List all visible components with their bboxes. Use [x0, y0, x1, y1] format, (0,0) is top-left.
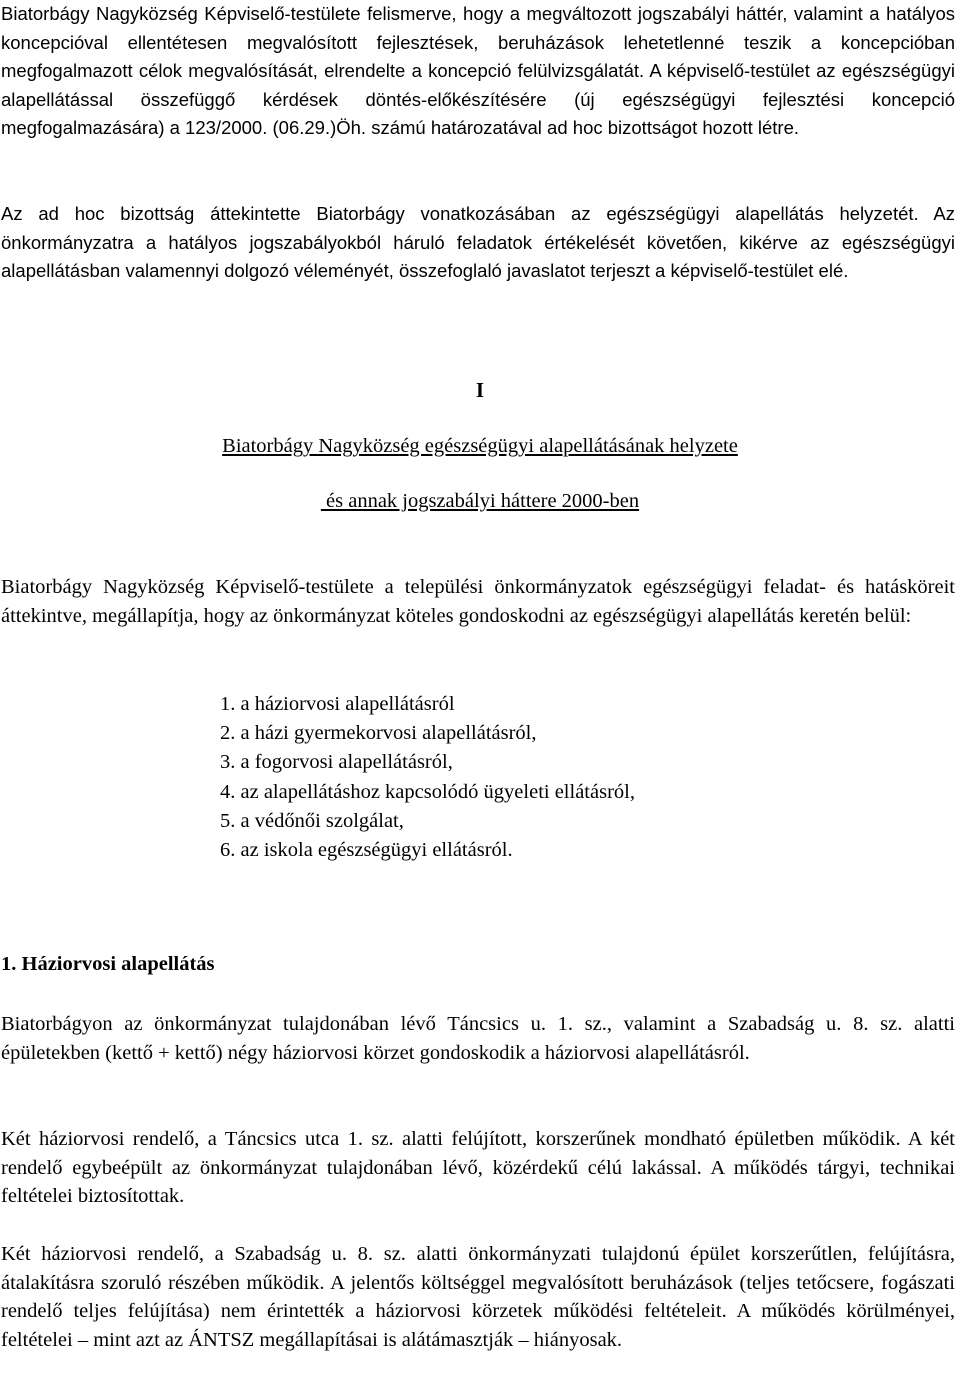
duties-intro-paragraph: Biatorbágy Nagyközség Képviselő-testülete a települési önkormányzatok egészségügyi feladat- és hatásköreit áttekintve, megállapítja, hogy az önkormányzat köteles gondoskodni az egészségügyi alapellátás keretén belül:	[1, 576, 955, 627]
list-item: 2. a házi gyermekorvosi alapellátásról,	[220, 722, 537, 745]
intro-paragraph-1: Biatorbágy Nagyközség Képviselő-testülete felismerve, hogy a megváltozott jogszabályi háttér, valamint a hatályos koncepcióval ellentétesen megvalósított fejlesztések, beruházások lehetetlenné teszik a koncepcióban megfogalmazott célok megvalósítását, elrendelte a koncepció felülvizsgálatát. A képviselő-testület az egészségügyi alapellátással összefüggő kérdések döntés-előkészítésére (új egészségügyi fejlesztési koncepció megfogalmazására) a 123/2000. (06.29.)Öh. számú határozatával ad hoc bizottságot hozott létre.	[1, 3, 955, 139]
section-numeral: I	[475, 378, 485, 402]
section-title-line-1	[0, 435, 960, 458]
section-title-line-2-text: és annak jogszabályi háttere 2000-ben	[320, 490, 640, 512]
list-item: 4. az alapellátáshoz kapcsolódó ügyeleti ellátásról,	[220, 780, 635, 803]
subsection-paragraph-1: Biatorbágyon az önkormányzat tulajdonában lévő Táncsics u. 1. sz., valamint a Szabadság u. 8. sz. alatti épületekben (kettő + kettő) négy háziorvosi körzet gondoskodik a háziorvosi alapellátásról.	[1, 1013, 955, 1064]
subsection-heading: 1. Háziorvosi alapellátás	[1, 953, 215, 975]
subsection-paragraph-2: Két háziorvosi rendelő, a Táncsics utca 1. sz. alatti felújított, korszerűnek mondható épületben működik. A két rendelő egybeépült az önkormányzat tulajdonában lévő, közérdekű célú lakással. A működés tárgyi, technikai feltételei biztosítottak.	[1, 1128, 955, 1208]
list-item: 3. a fogorvosi alapellátásról,	[220, 751, 453, 774]
intro-paragraph-2: Az ad hoc bizottság áttekintette Biatorbágy vonatkozásában az egészségügyi alapellátás helyzetét. Az önkormányzatra a hatályos jogszabályokból háruló feladatok értékelését követően, kikérve az egészségügyi alapellátásban valamennyi dolgozó véleményét, összefoglaló javaslatot terjeszt a képviselő-testület elé.	[1, 203, 955, 282]
subsection-paragraph-3: Két háziorvosi rendelő, a Szabadság u. 8. sz. alatti önkormányzati tulajdonú épület korszerűtlen, felújításra, átalakításra szoruló részében működik. A jelentős költséggel megvalósított beruházások (teljes tetőcsere, fogászati rendelő teljes felújítása) nem érintették a háziorvosi körzetek működési feltételeit. A működés körülményei, feltételei – mint azt az ÁNTSZ megállapításai is alátámasztják – hiányosak.	[1, 1243, 955, 1351]
duties-list	[220, 690, 635, 865]
section-title-line-1-text: Biatorbágy Nagyközség egészségügyi alapellátásának helyzete	[222, 435, 738, 457]
list-item: 5. a védőnői szolgálat,	[220, 809, 404, 832]
section-title-line-2	[0, 490, 960, 513]
list-item: 6. az iskola egészségügyi ellátásról.	[220, 839, 513, 862]
list-item: 1. a háziorvosi alapellátásról	[220, 693, 455, 715]
